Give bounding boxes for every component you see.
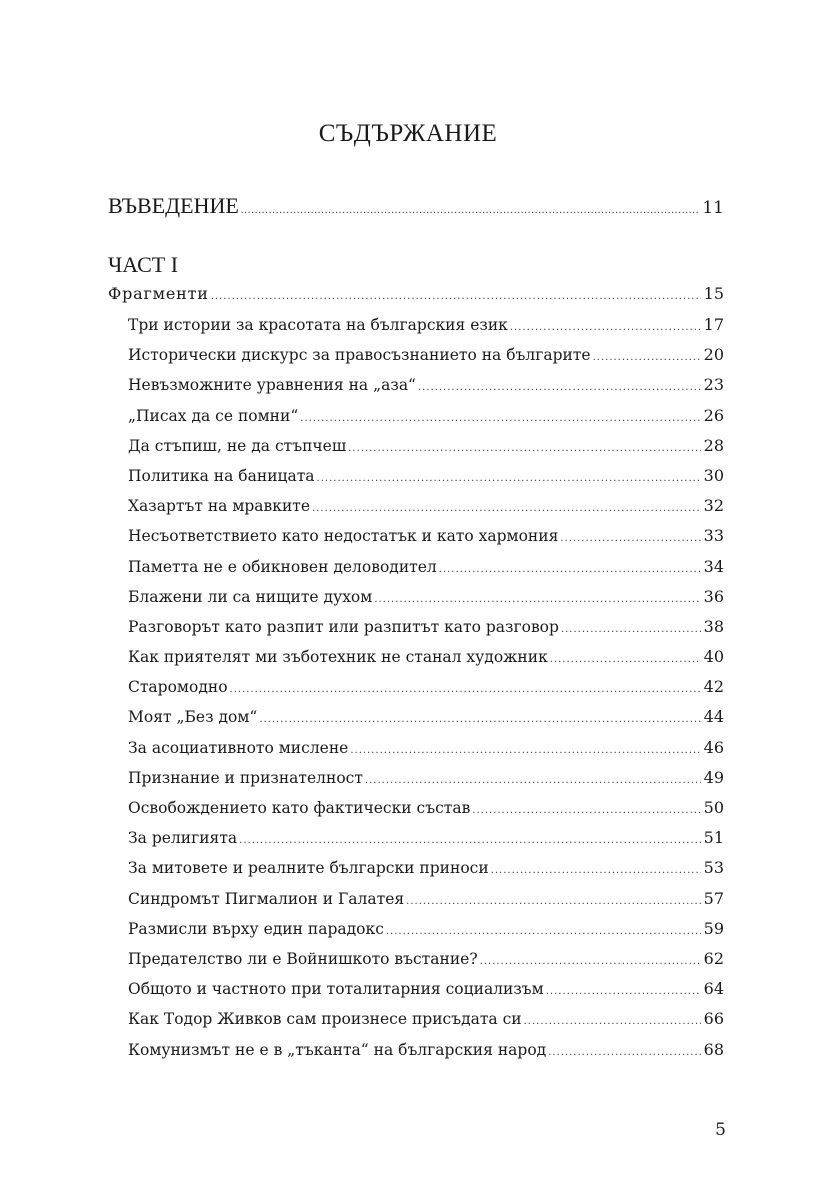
- dot-leader: [386, 926, 701, 937]
- toc-entry-label: Как приятелят ми зъботехник не станал художник: [128, 648, 548, 667]
- toc-entry-label: Старомодно: [128, 678, 228, 697]
- toc-entry: [128, 798, 724, 828]
- dot-leader: [300, 413, 700, 424]
- toc-entry-label: Синдромът Пигмалион и Галатея: [128, 889, 405, 908]
- toc-introduction-label: ВЪВЕДЕНИЕ: [108, 193, 239, 218]
- dot-leader: [510, 322, 701, 333]
- toc-entry-label: Политика на баницата: [128, 466, 315, 485]
- toc-entry-page: 42: [703, 677, 724, 697]
- toc-entry: [128, 768, 724, 798]
- page-title: СЪДЪРЖАНИЕ: [318, 120, 498, 147]
- toc-entry: [128, 889, 724, 919]
- toc-entry-label: Моят „Без дом“: [128, 708, 258, 727]
- toc-entry: [128, 979, 724, 1009]
- toc-entry-page: 66: [703, 1009, 724, 1029]
- page-number: 5: [715, 1120, 726, 1140]
- toc-entry-label: За асоциативното мислене: [128, 738, 349, 757]
- toc-entry-page: 33: [703, 526, 724, 546]
- dot-leader: [593, 352, 701, 363]
- toc-introduction: [108, 193, 724, 219]
- dot-leader: [241, 205, 700, 216]
- dot-leader: [418, 382, 701, 393]
- toc-section-page: 15: [703, 284, 724, 303]
- dot-leader: [211, 291, 701, 302]
- toc-entry-page: 34: [703, 556, 724, 576]
- toc-entry: [128, 647, 724, 677]
- toc-entry-label: Предателство ли е Войнишкото въстание?: [128, 949, 478, 968]
- toc-entry-page: 49: [703, 767, 724, 787]
- toc-entry-page: 57: [703, 888, 724, 908]
- toc-entry-label: Размисли върху един парадокс: [128, 919, 384, 938]
- toc-entry-page: 64: [703, 979, 724, 999]
- dot-leader: [439, 564, 701, 575]
- toc-entry: [128, 436, 724, 466]
- toc-entry: [128, 738, 724, 768]
- toc-entry-page: 50: [703, 798, 724, 817]
- toc-entry: [128, 617, 724, 647]
- toc-entry: [128, 677, 724, 707]
- toc-entry: [128, 1009, 724, 1039]
- toc-entry-label: Да стъпиш, не да стъпчеш: [128, 436, 347, 455]
- toc-entry-label: Разговорът като разпит или разпитът като разговор: [128, 617, 559, 636]
- toc-entry: [128, 496, 724, 526]
- toc-entry-label: Хазартът на мравките: [128, 497, 311, 516]
- dot-leader: [550, 654, 701, 665]
- dot-leader: [230, 684, 701, 695]
- toc-entry-page: 26: [703, 405, 724, 425]
- dot-leader: [365, 775, 701, 786]
- toc-entry-list: [128, 315, 724, 1070]
- dot-leader: [524, 1016, 701, 1027]
- toc-entry-page: 40: [703, 647, 724, 667]
- toc-entry: [128, 858, 724, 888]
- toc-entry-label: Невъзможните уравнения на „аза“: [128, 376, 416, 395]
- part-heading: ЧАСТ I: [108, 252, 179, 277]
- toc-entry-page: 30: [703, 465, 724, 485]
- dot-leader: [472, 805, 700, 816]
- toc-entry-label: За религията: [128, 829, 238, 848]
- toc-entry: [128, 375, 724, 405]
- toc-entry-page: 44: [703, 707, 724, 727]
- toc-entry: [128, 919, 724, 949]
- dot-leader: [561, 624, 701, 635]
- toc-entry-label: Блажени ли са нищите духом: [128, 587, 373, 606]
- dot-leader: [480, 956, 701, 967]
- toc-entry-label: Комунизмът не е в „тъканта“ на българския народ: [128, 1040, 547, 1059]
- dot-leader: [350, 745, 700, 756]
- toc-entry-page: 23: [703, 375, 724, 395]
- toc-entry-page: 38: [703, 616, 724, 636]
- toc-entry-label: Три истории за красотата на българския език: [128, 316, 508, 334]
- toc-entry: [128, 406, 724, 436]
- dot-leader: [491, 865, 701, 876]
- dot-leader: [239, 835, 700, 846]
- toc-entry: [128, 707, 724, 737]
- toc-entry-page: 46: [703, 737, 724, 757]
- toc-entry-page: 68: [703, 1039, 724, 1059]
- dot-leader: [546, 986, 701, 997]
- toc-entry-page: 20: [703, 345, 724, 365]
- toc-entry: [128, 1040, 724, 1070]
- toc-entry-page: 36: [703, 586, 724, 606]
- toc-entry-page: 17: [703, 315, 724, 334]
- toc-entry-label: Освобождението като фактически състав: [128, 799, 471, 817]
- toc-entry: [128, 345, 724, 375]
- toc-entry-page: 32: [703, 496, 724, 516]
- toc-section-label: Фрагменти: [108, 284, 209, 303]
- dot-leader: [259, 714, 700, 725]
- toc-entry-page: 28: [703, 435, 724, 455]
- toc-entry: [128, 587, 724, 617]
- toc-entry-label: Исторически дискурс за правосъзнанието на българите: [128, 346, 591, 365]
- toc-entry-page: 59: [703, 918, 724, 938]
- dot-leader: [312, 503, 701, 514]
- toc-entry-label: „Писах да се помни“: [128, 406, 299, 425]
- toc-entry: [128, 315, 724, 345]
- toc-entry-page: 51: [703, 828, 724, 848]
- toc-entry: [128, 557, 724, 587]
- dot-leader: [374, 594, 700, 605]
- toc-entry-label: Как Тодор Живков сам произнесе присъдата си: [128, 1010, 522, 1029]
- toc-entry-page: 53: [703, 858, 724, 878]
- toc-entry-label: Паметта не е обикновен деловодител: [128, 557, 437, 576]
- toc-entry: [128, 828, 724, 858]
- dot-leader: [317, 473, 701, 484]
- dot-leader: [548, 1047, 700, 1058]
- toc-entry-label: Признание и признателност: [128, 768, 363, 787]
- toc-section: [108, 284, 724, 303]
- dot-leader: [560, 533, 700, 544]
- toc-entry: [128, 466, 724, 496]
- toc-entry-page: 62: [703, 948, 724, 968]
- toc-entry-label: За митовете и реалните български приноси: [128, 859, 489, 878]
- dot-leader: [406, 896, 700, 907]
- toc-entry-label: Несъответствието като недостатък и като хармония: [128, 527, 559, 546]
- toc-entry: [128, 526, 724, 556]
- dot-leader: [348, 443, 700, 454]
- toc-entry-label: Общото и частното при тоталитарния социализъм: [128, 980, 544, 999]
- toc-entry: [128, 949, 724, 979]
- toc-introduction-page: 11: [702, 198, 724, 218]
